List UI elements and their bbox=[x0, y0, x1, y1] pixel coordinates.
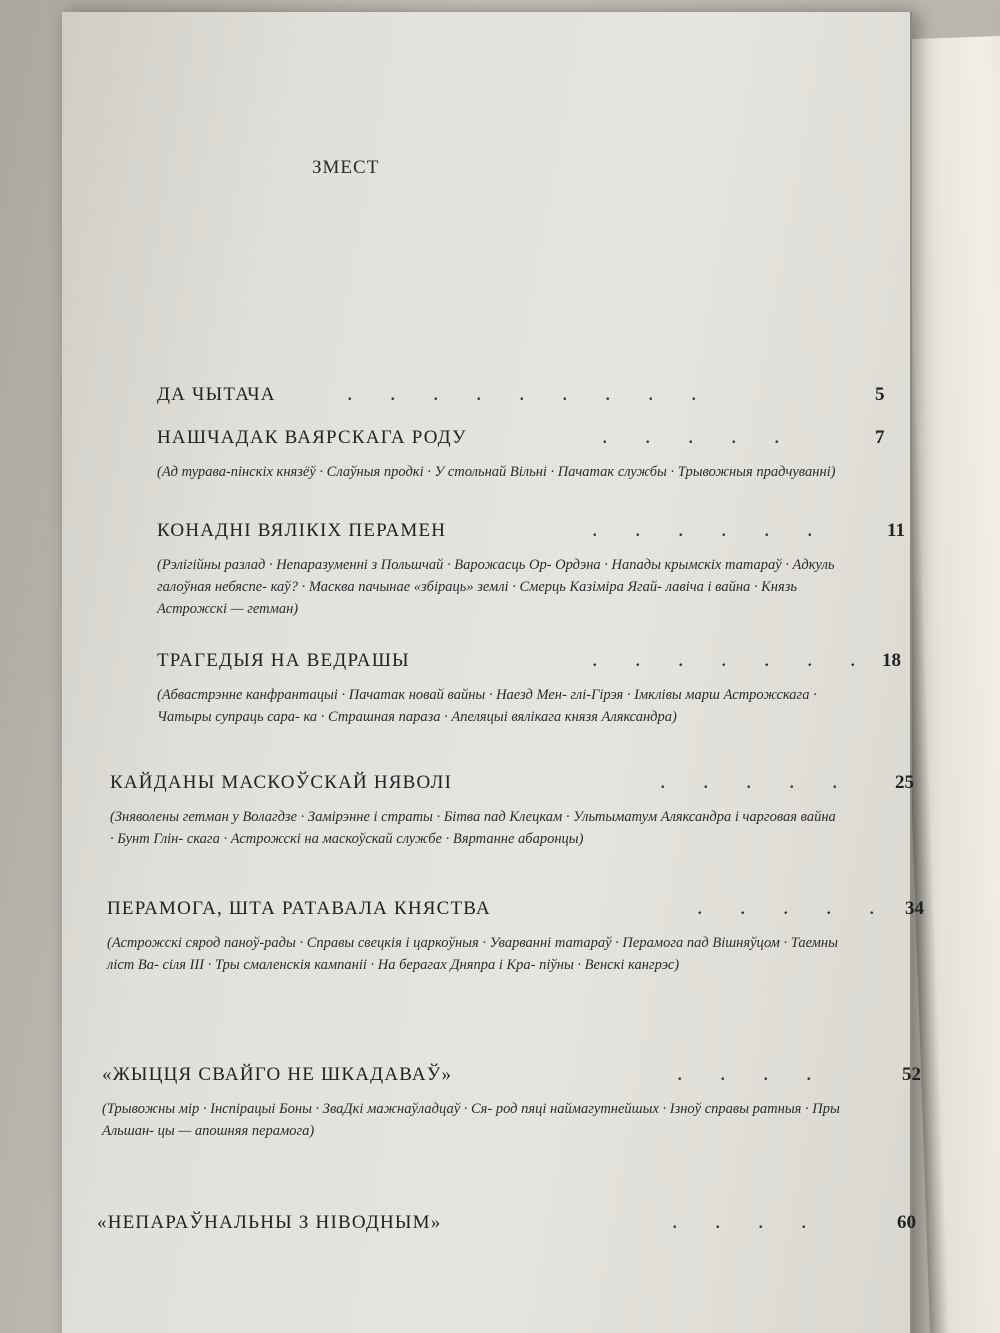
toc-title: ТРАГЕДЫЯ НА ВЕДРАШЫ bbox=[157, 650, 410, 671]
toc-subtopics: (Рэлігійны разлад · Непаразуменні з Польшчай · Варожасць Ор- Ордэна · Напады крымскіх татараў · Адкуль галоўная небяспе- каў? · Масква пачынае «збіраць» землі · Смерць Казіміра Ягай- лавіча і вайна · Князь Астрожскі — гетман) bbox=[157, 557, 835, 617]
toc-title-row bbox=[157, 380, 897, 414]
toc-title: КОНАДНІ ВЯЛІКІХ ПЕРАМЕН bbox=[157, 520, 447, 541]
toc-leader-dots: . . . . . . bbox=[592, 516, 829, 541]
toc-title-row bbox=[110, 768, 914, 802]
toc-leader-dots: . . . . bbox=[672, 1208, 823, 1233]
toc-title-row bbox=[157, 646, 902, 680]
toc-entry bbox=[157, 646, 902, 728]
toc-entry bbox=[157, 516, 905, 620]
toc-title-row bbox=[157, 423, 897, 457]
toc-page-number: 11 bbox=[887, 520, 905, 541]
toc-page-number: 5 bbox=[875, 384, 885, 405]
toc-title-row bbox=[97, 1208, 916, 1242]
toc-title: ДА ЧЫТАЧА bbox=[157, 384, 276, 405]
toc-title: «ЖЫЦЦЯ СВАЙГО НЕ ШКАДАВАЎ» bbox=[102, 1064, 453, 1085]
toc-leader-dots: . . . . . . . . . bbox=[347, 380, 713, 405]
toc-title: «НЕПАРАЎНАЛЬНЫ З НІВОДНЫМ» bbox=[97, 1212, 442, 1233]
toc-title-row bbox=[157, 516, 905, 550]
toc-entry bbox=[97, 1208, 916, 1242]
toc-page-number: 7 bbox=[875, 427, 885, 448]
toc-subtopics: (Ад турава-пінскіх князёў · Слаўныя продкі · У стольнай Вільні · Пачатак службы · Трывожныя прадчуванні) bbox=[157, 464, 836, 480]
toc-leader-dots: . . . . bbox=[677, 1060, 828, 1085]
toc-page-number: 52 bbox=[902, 1064, 921, 1085]
toc-entry bbox=[157, 380, 897, 414]
toc-title: КАЙДАНЫ МАСКОЎСКАЙ НЯВОЛІ bbox=[110, 772, 453, 793]
toc-title: ПЕРАМОГА, ШТА РАТАВАЛА КНЯСТВА bbox=[107, 898, 491, 919]
toc-leader-dots: . . . . . . . bbox=[592, 646, 872, 671]
toc-entry bbox=[110, 768, 914, 850]
toc-leader-dots: . . . . . bbox=[697, 894, 891, 919]
toc-page-number: 25 bbox=[895, 772, 914, 793]
toc-leader-dots: . . . . . bbox=[660, 768, 854, 793]
toc-subtopics: (Абвастрэнне канфрантацыі · Пачатак новай вайны · Наезд Мен- глі-Гірэя · Імклівы марш Астрожскага · Чатыры супраць сара- ка · Страшная параза · Апеляцыі вялікага князя Аляксандра) bbox=[157, 687, 817, 725]
toc-subtopics: (Астрожскі сярод паноў-рады · Справы свецкія і царкоўныя · Уварванні татараў · Перамога пад Вішняўцом · Таемны ліст Ва- сіля III · Тры смаленскія кампаніі · На берагах Дняпра і Кра- піўны · Венскі кангрэс) bbox=[107, 935, 838, 973]
toc-page-number: 60 bbox=[897, 1212, 916, 1233]
toc-title-row bbox=[107, 894, 924, 928]
toc-title: НАШЧАДАК ВАЯРСКАГА РОДУ bbox=[157, 427, 467, 448]
toc-entry bbox=[102, 1060, 921, 1142]
toc-subtopics: (Зняволены гетман у Волагдзе · Замірэнне і страты · Бітва пад Клецкам · Ультыматум Аляксандра і чарговая вайна · Бунт Глін- скага · Астрожскі на маскоўскай службе · Вяртанне абаронцы) bbox=[110, 809, 836, 847]
toc-title-row bbox=[102, 1060, 921, 1094]
toc-page-number: 18 bbox=[882, 650, 901, 671]
toc-leader-dots: . . . . . bbox=[602, 423, 796, 448]
toc-subtopics: (Трывожны мір · Інспірацыі Боны · ЗваДкі мажнаўладцаў · Ся- род пяці наймагутнейшых · Ізноў справы ратныя · Пры Альшан- цы — апошняя перамога) bbox=[102, 1101, 840, 1139]
toc-page-number: 34 bbox=[905, 898, 924, 919]
toc-entry bbox=[157, 423, 897, 483]
book-page bbox=[62, 12, 924, 1333]
toc-entry bbox=[107, 894, 924, 976]
contents-heading: ЗМЕСТ bbox=[312, 157, 380, 178]
